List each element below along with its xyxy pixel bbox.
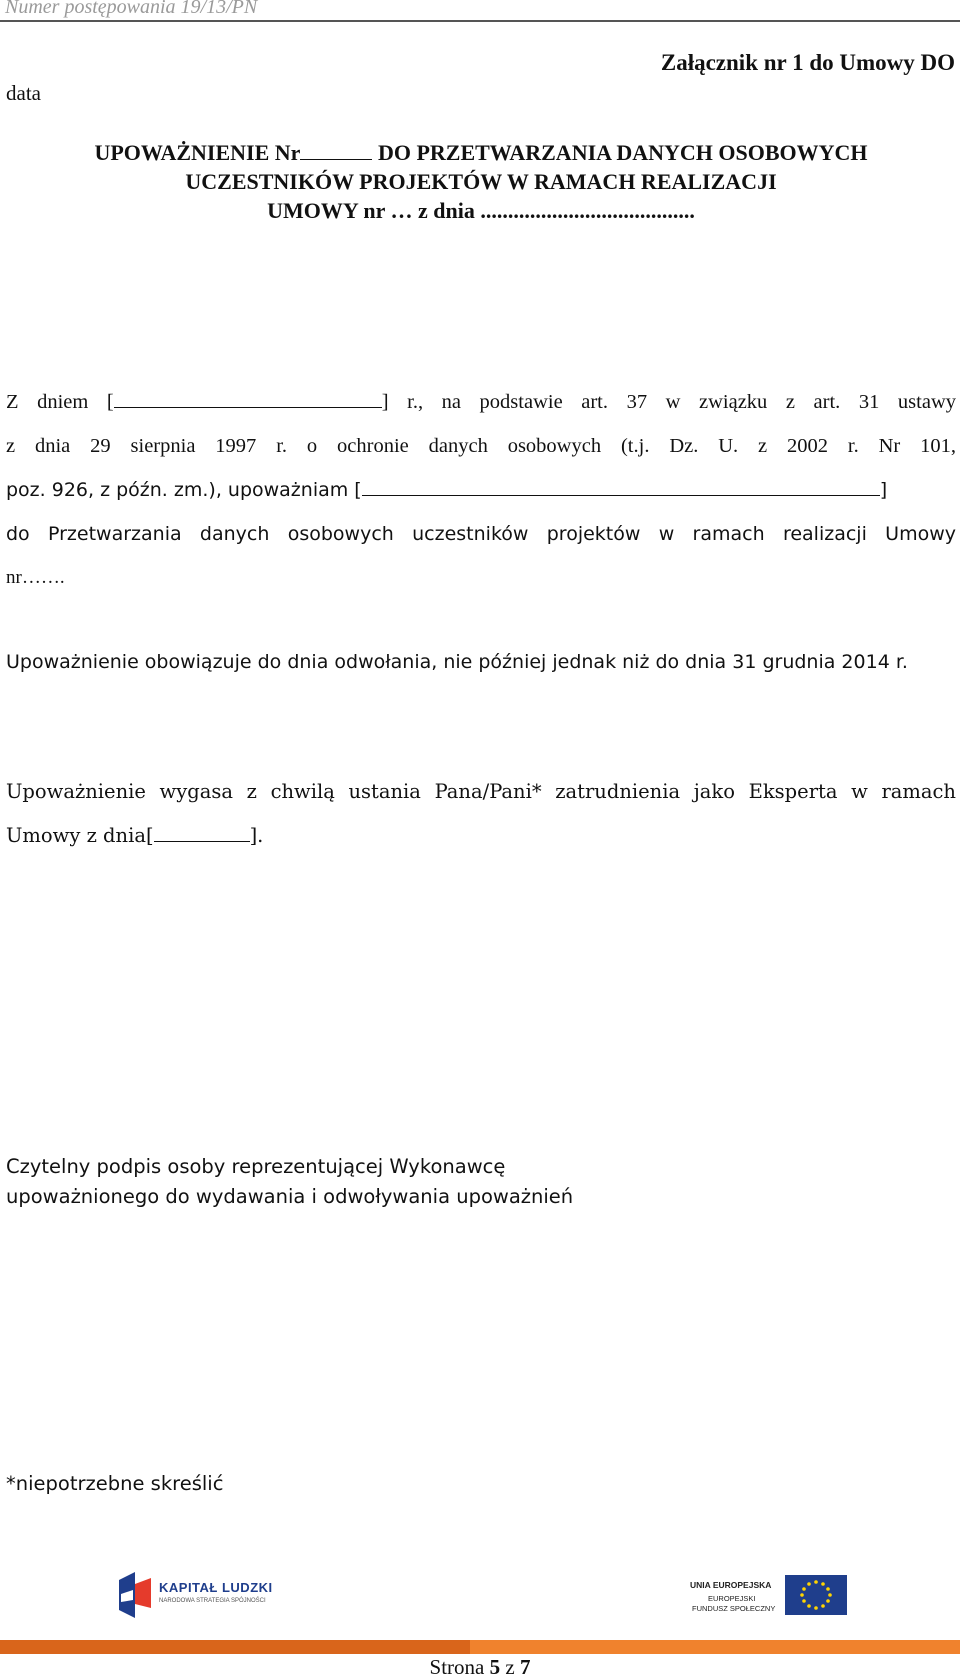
p1-line3 (6, 468, 956, 512)
eu-social-fund-logo (690, 1572, 850, 1622)
p1-line3-ref: poz. 926, z późn. zm. (6, 479, 209, 501)
title-line2: UCZESTNIKÓW PROJEKTÓW W RAMACH REALIZACJI (185, 169, 777, 194)
signature-line1: Czytelny podpis osoby reprezentującej Wykonawcę (6, 1155, 506, 1178)
page-current: 5 (489, 1655, 501, 1679)
title-line3: UMOWY nr … z dnia ....................................... (267, 198, 695, 223)
date-label: data (6, 81, 41, 105)
page-number (0, 1655, 960, 1680)
footer-color-bar-dark (0, 1640, 470, 1654)
title-line1-a: UPOWAŻNIENIE Nr (94, 140, 301, 165)
kapital-ludzki-emblem-icon (115, 1570, 155, 1620)
page-total: 7 (519, 1655, 531, 1679)
footer-color-bar (0, 1640, 960, 1654)
date-blank (114, 389, 382, 408)
eu-line3: FUNDUSZ SPOŁECZNY (692, 1604, 776, 1613)
validity-paragraph: Upoważnienie obowiązuje do dnia odwołania, nie później jednak niż do dnia 31 grudnia 2014 r. (6, 651, 908, 673)
p1-line5: nr……. (6, 567, 65, 588)
header-divider (0, 20, 960, 22)
eu-line2: EUROPEJSKI (708, 1594, 756, 1603)
contract-date-blank (154, 823, 250, 842)
kapital-ludzki-subtitle: NARODOWA STRATEGIA SPÓJNOŚCI (159, 1598, 266, 1604)
title-line1-b: DO PRZETWARZANIA DANYCH OSOBOWYCH (377, 140, 868, 165)
p1-line3-close: ] (879, 479, 888, 501)
kapital-ludzki-logo (115, 1570, 275, 1622)
p1-line2: z dnia 29 sierpnia 1997 r. o ochronie danych osobowych (t.j. Dz. U. z 2002 r. Nr 101, (6, 435, 956, 457)
procedure-number: Numer postępowania 19/13/PN (5, 0, 258, 18)
signature-line2: upoważnionego do wydawania i odwoływania upoważnień (6, 1185, 574, 1208)
title-number-blank (300, 141, 372, 160)
expiry-paragraph (6, 770, 956, 858)
p1-line1 (6, 380, 956, 424)
document-title (20, 138, 942, 225)
authorization-paragraph (6, 380, 956, 600)
expiry-text: Upoważnienie wygasa z chwilą ustania Pana/Pani* zatrudnienia jako Eksperta w ramach Umowy z dnia[ (6, 780, 956, 847)
annex-label: Załącznik nr 1 do Umowy DO (660, 50, 955, 75)
expiry-close: ]. (249, 824, 264, 847)
p1-line4: do Przetwarzania danych osobowych uczestników projektów w ramach realizacji Umowy (6, 523, 956, 545)
p1-line1-start: Z dniem [ (6, 391, 114, 413)
page-separator: z (505, 1655, 515, 1679)
eu-line1: UNIA EUROPEJSKA (690, 1580, 772, 1590)
kapital-ludzki-title: KAPITAŁ LUDZKI (159, 1580, 273, 1595)
p1-line3-authorize: ), upoważniam [ (208, 479, 362, 501)
eu-flag-icon (785, 1575, 847, 1615)
person-blank (362, 477, 880, 496)
p1-line1-end: ] r., na podstawie art. 37 w związku z art. 31 ustawy (381, 391, 956, 413)
page-prefix: Strona (429, 1655, 485, 1679)
signature-caption (6, 1152, 573, 1212)
footnote: *niepotrzebne skreślić (6, 1472, 224, 1495)
